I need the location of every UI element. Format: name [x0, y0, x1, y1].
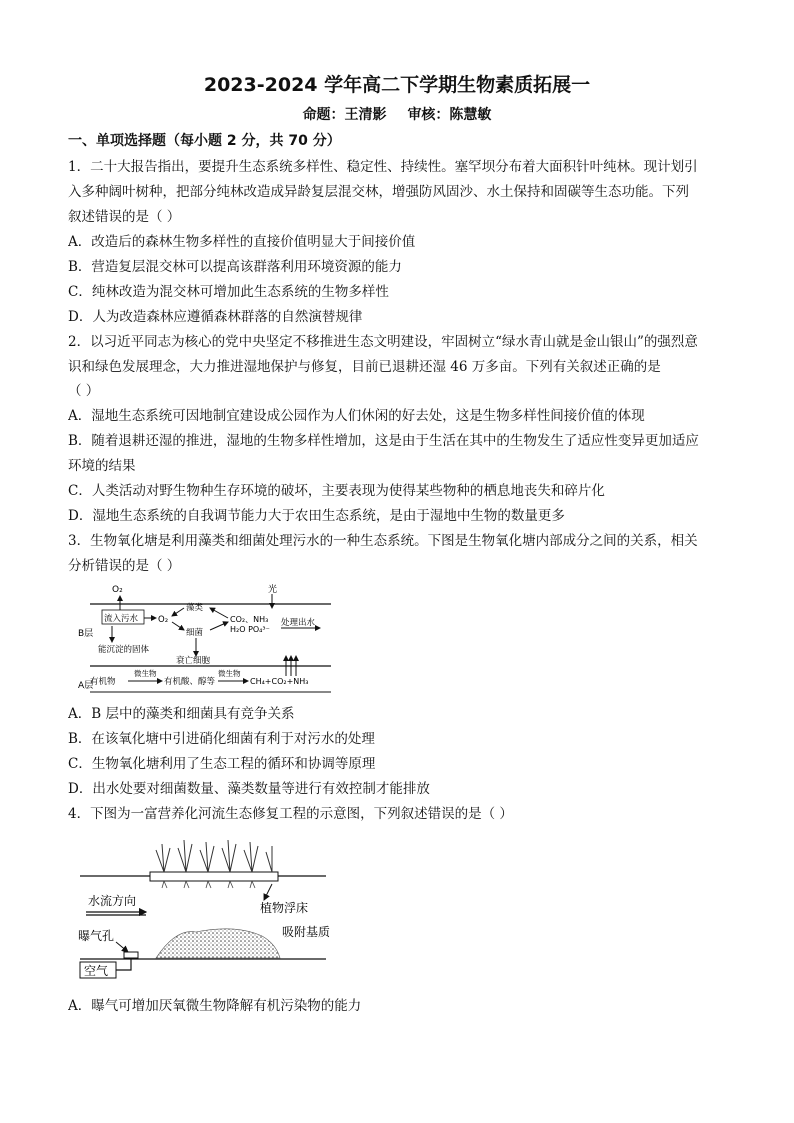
sun-label: 光: [268, 585, 278, 595]
air-label: 空气: [84, 964, 109, 978]
q1-option-d: D．人为改造森林应遵循森林群落的自然演替规律: [68, 309, 363, 325]
q1-stem-line3: 叙述错误的是（ ）: [68, 209, 181, 225]
aerator-label: 曝气孔: [78, 929, 115, 943]
q2-stem-line2: 识和绿色发展理念，大力推进湿地保护与修复，目前已退耕还湿 46 万多亩。下列有关叙述正确的是: [68, 359, 661, 375]
plant-bed-label: 植物浮床: [260, 901, 309, 915]
aerator-head: [124, 952, 138, 958]
q1-option-a: A．改造后的森林生物多样性的直接价值明显大于间接价值: [68, 234, 416, 250]
q1-stem-line1: 1．二十大报告指出，要提升生态系统多样性、稳定性、持续性。塞罕坝分布着大面积针叶纯林。现计划引: [68, 159, 698, 175]
substrate-heap: [156, 929, 280, 958]
reviewer-label: 审核：陈慧敏: [407, 107, 492, 123]
q4-option-a: A．曝气可增加厌氧微生物降解有机污染物的能力: [68, 998, 362, 1014]
page-title: 2023-2024 学年高二下学期生物素质拓展一: [203, 74, 591, 96]
q3-stem-line2: 分析错误的是（ ）: [68, 558, 181, 574]
gases-label: CH₄+CO₂+NH₃: [250, 677, 309, 686]
q2-option-b-line2: 环境的结果: [68, 458, 136, 474]
o2-mid-label: O₂: [158, 615, 169, 625]
q4-stem: 4．下图为一富营养化河流生态修复工程的示意图，下列叙述错误的是（ ）: [68, 806, 513, 822]
plant-roots: [162, 881, 255, 888]
plant-group: [156, 840, 272, 872]
acids-label: 有机酸、醇等: [164, 677, 216, 687]
inflow-label: 流入污水: [104, 614, 139, 624]
q3-option-d: D．出水处要对细菌数量、藻类数量等进行有效控制才能排放: [68, 781, 430, 797]
organic-label: 有机物: [90, 677, 116, 687]
q1-option-b: B．营造复层混交林可以提高该群落利用环境资源的能力: [68, 259, 402, 275]
flow-direction-label: 水流方向: [88, 894, 137, 908]
microbe1-label: 微生物: [134, 669, 157, 678]
sediment-label: 能沉淀的固体: [98, 645, 150, 655]
bacteria-label: 细菌: [186, 628, 204, 638]
q3-option-b: B．在该氧化塘中引进硝化细菌有利于对污水的处理: [68, 731, 375, 747]
substrate-label: 吸附基质: [282, 925, 331, 939]
q3-option-a: A．B 层中的藻类和细菌具有竞争关系: [68, 706, 295, 722]
page-subtitle: [0, 104, 794, 124]
algae-label: 藻类: [186, 603, 204, 613]
q3-option-c: C．生物氧化塘利用了生态工程的循环和协调等原理: [68, 756, 376, 772]
q2-stem-line3: （ ）: [68, 383, 100, 399]
section-heading: 一、单项选择题（每小题 2 分，共 70 分）: [68, 133, 341, 149]
microbe2-label: 微生物: [218, 669, 241, 678]
q1-option-c: C．纯林改造为混交林可增加此生态系统的生物多样性: [68, 284, 389, 300]
h2o-label: H₂O PO₄³⁻: [230, 625, 270, 634]
dead-cells-label: 衰亡细胞: [176, 656, 211, 666]
layer-a-label: A层: [78, 681, 94, 691]
oxidation-pond-diagram: [76, 580, 346, 698]
author-label: 命题：王清影: [302, 107, 387, 123]
floating-bed-shape: [150, 872, 278, 881]
q2-option-b-line1: B．随着退耕还湿的推进，湿地的生物多样性增加，这是由于生活在其中的生物发生了适应性变异更加适应: [68, 433, 699, 449]
q2-option-d: D．湿地生态系统的自我调节能力大于农田生态系统，是由于湿地中生物的数量更多: [68, 508, 565, 524]
river-restoration-diagram: [76, 832, 336, 992]
layer-b-label: B层: [78, 629, 94, 639]
q3-stem-line1: 3．生物氧化塘是利用藻类和细菌处理污水的一种生态系统。下图是生物氧化塘内部成分之间的关系，相关: [68, 533, 698, 549]
q1-stem-line2: 入多种阔叶树种，把部分纯林改造成异龄复层混交林，增强防风固沙、水土保持和固碳等生态功能。下列: [68, 184, 689, 200]
q2-option-c: C．人类活动对野生物种生存环境的破坏，主要表现为使得某些物种的栖息地丧失和碎片化: [68, 483, 605, 499]
outflow-label: 处理出水: [281, 618, 316, 628]
o2-top-label: O₂: [112, 585, 123, 595]
co2-label: CO₂、NH₃: [230, 615, 269, 624]
q2-option-a: A．湿地生态系统可因地制宜建设成公园作为人们休闲的好去处，这是生物多样性间接价值的体现: [68, 408, 645, 424]
q2-stem-line1: 2．以习近平同志为核心的党中央坚定不移推进生态文明建设，牢固树立“绿水青山就是金山银山”的强烈意: [68, 334, 698, 350]
